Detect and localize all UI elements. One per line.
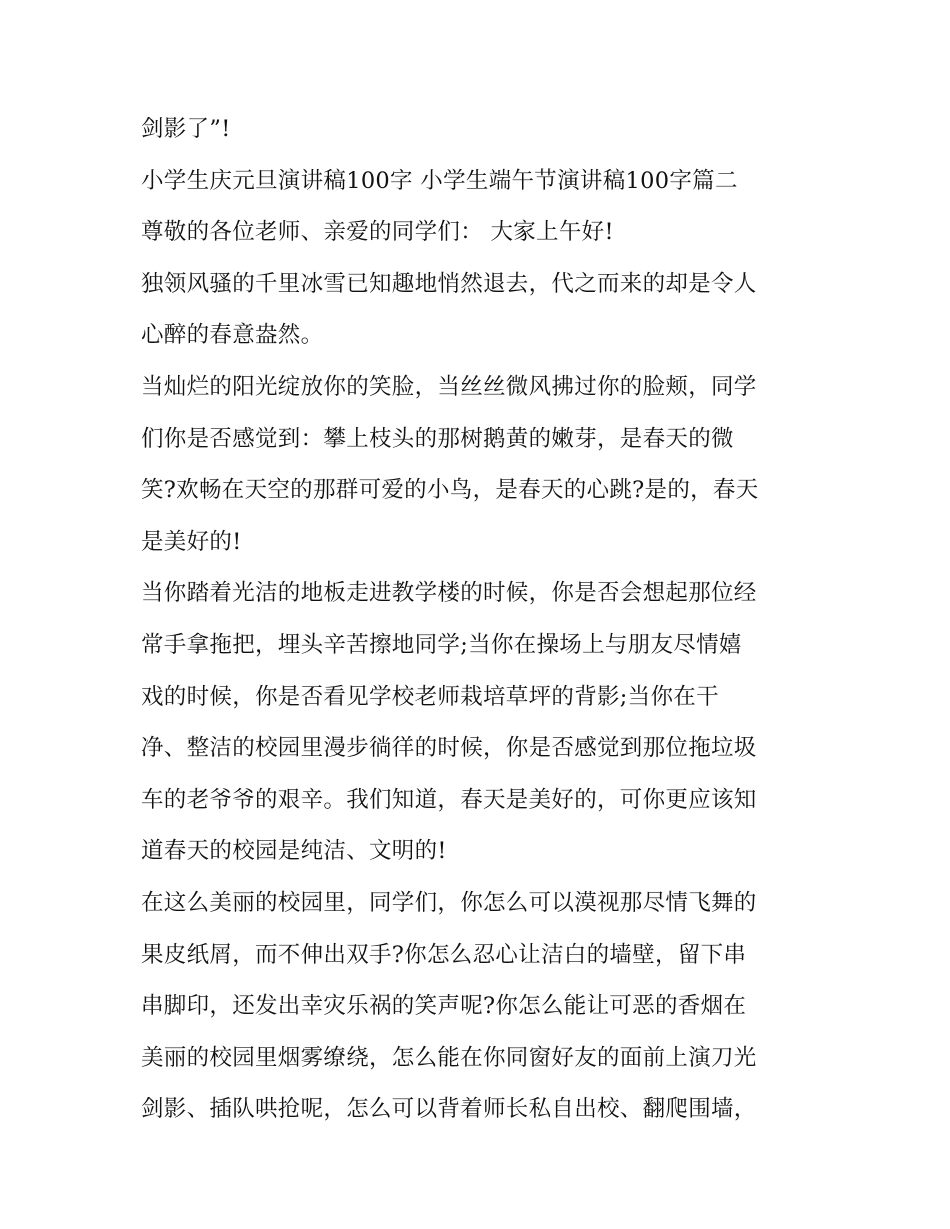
text-line: 美丽的校园里烟雾缭绕，怎么能在你同窗好友的面前上演刀光 — [141, 1044, 757, 1071]
text-line: 果皮纸屑，而不伸出双手?你怎么忍心让洁白的墙壁，留下串 — [141, 941, 747, 968]
text-line: 串脚印，还发出幸灾乐祸的笑声呢?你怎么能让可恶的香烟在 — [141, 993, 747, 1020]
text-line: 当灿烂的阳光绽放你的笑脸，当丝丝微风拂过你的脸颊，同学 — [141, 373, 757, 400]
text-line: 剑影了”! — [141, 116, 231, 142]
text-line: 净、整洁的校园里漫步徜徉的时候，你是否感觉到那位拖垃圾 — [141, 735, 757, 762]
text-line: 独领风骚的千里冰雪已知趣地悄然退去，代之而来的却是令人 — [141, 270, 757, 297]
text-line: 是美好的! — [141, 528, 242, 555]
document-body — [141, 104, 821, 1136]
text-line: 心醉的春意盎然。 — [141, 322, 324, 349]
text-line: 当你踏着光洁的地板走进教学楼的时候，你是否会想起那位经 — [141, 580, 757, 607]
greeting-line: 尊敬的各位老师、亲爱的同学们： 大家上午好! — [141, 219, 614, 246]
text-line: 剑影、插队哄抢呢，怎么可以背着师长私自出校、翻爬围墙， — [141, 1096, 757, 1123]
text-line: 车的老爷爷的艰辛。我们知道，春天是美好的，可你更应该知 — [141, 786, 757, 813]
text-line: 在这么美丽的校园里，同学们，你怎么可以漠视那尽情飞舞的 — [141, 889, 757, 916]
text-line: 笑?欢畅在天空的那群可爱的小鸟，是春天的心跳?是的，春天 — [141, 477, 759, 504]
text-line: 常手拿拖把，埋头辛苦擦地同学;当你在操场上与朋友尽情嬉 — [141, 631, 742, 658]
text-line: 道春天的校园是纯洁、文明的! — [141, 838, 447, 865]
section-heading: 小学生庆元旦演讲稿100字 小学生端午节演讲稿100字篇二 — [141, 167, 738, 194]
text-line: 们你是否感觉到：攀上枝头的那树鹅黄的嫩芽，是春天的微 — [141, 425, 734, 452]
text-line: 戏的时候，你是否看见学校老师栽培草坪的背影;当你在干 — [141, 683, 719, 710]
